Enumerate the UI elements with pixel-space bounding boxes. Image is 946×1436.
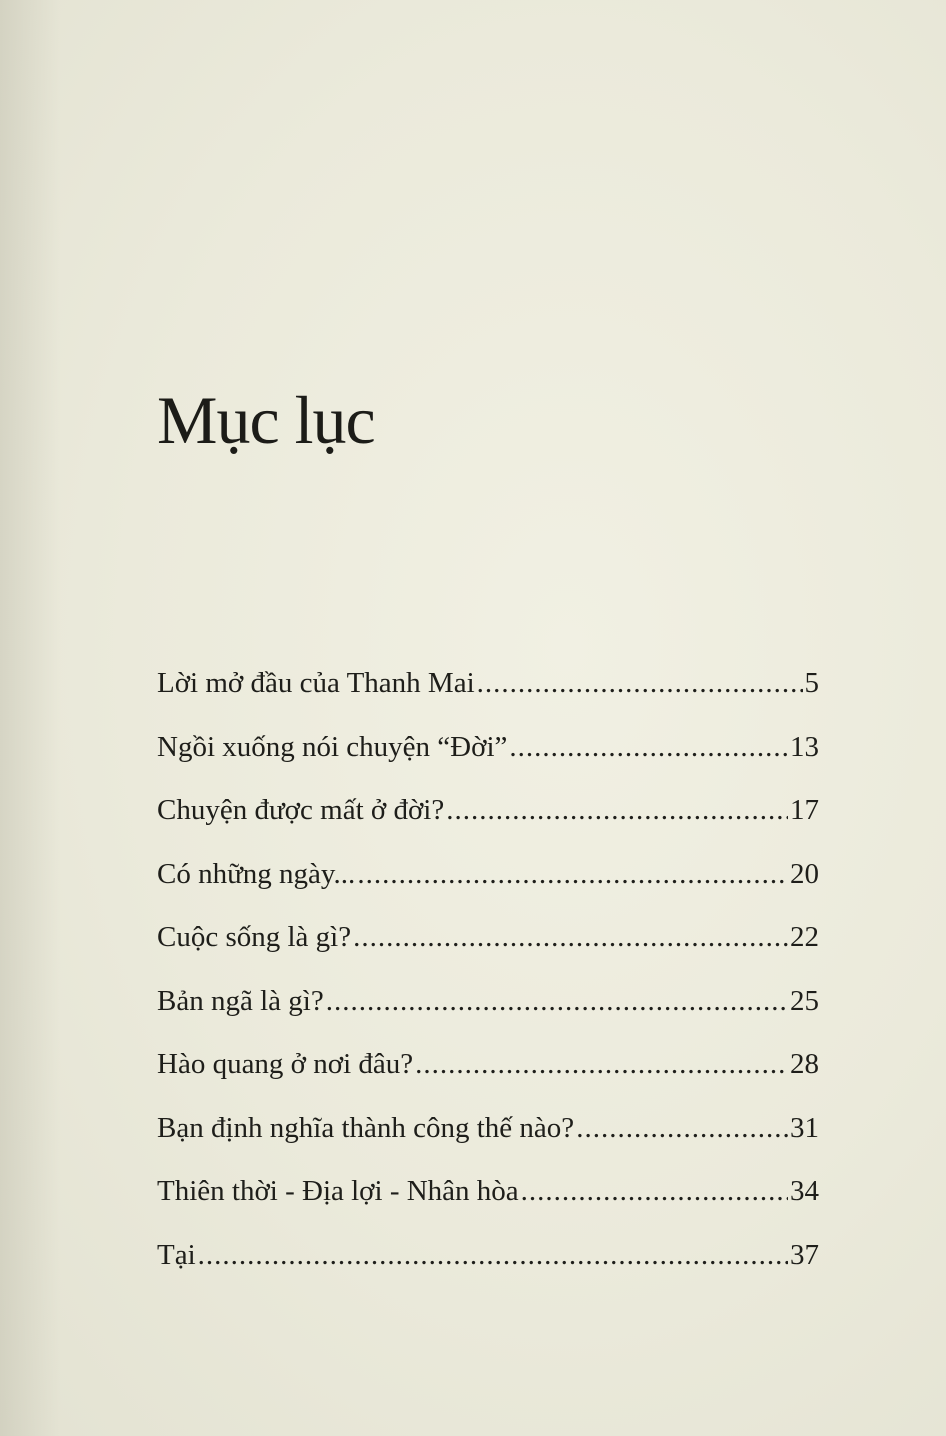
toc-entry-page: 17 — [790, 794, 819, 826]
toc-leader-dots — [576, 1097, 788, 1161]
toc-leader-dots — [198, 1224, 788, 1288]
toc-entry-title: Thiên thời - Địa lợi - Nhân hòa — [157, 1175, 519, 1207]
toc-leader-dots — [357, 843, 788, 907]
toc-entry-page: 37 — [790, 1238, 819, 1271]
toc-entry-page: 22 — [790, 921, 819, 953]
toc-entry-page: 31 — [790, 1111, 819, 1144]
toc-entry — [157, 970, 819, 1034]
toc-leader-dots — [509, 716, 788, 780]
toc-entry-title: Bản ngã là gì? — [157, 984, 324, 1017]
toc-entry-title: Bạn định nghĩa thành công thế nào? — [157, 1111, 575, 1144]
toc-leader-dots — [415, 1033, 788, 1097]
toc-entry — [157, 1160, 819, 1224]
page-edge-shadow — [0, 0, 60, 1436]
toc-entry — [157, 1097, 819, 1161]
toc-entry-title: Lời mở đầu của Thanh Mai — [157, 667, 475, 699]
toc-entry-page: 13 — [790, 730, 819, 763]
toc-entry-title: Tại — [157, 1238, 196, 1271]
toc-entry-page: 34 — [790, 1175, 819, 1207]
toc-entry-title: Cuộc sống là gì? — [157, 921, 352, 953]
toc-entry-page: 28 — [790, 1048, 819, 1080]
toc-leader-dots — [477, 652, 803, 716]
toc-entry — [157, 1033, 819, 1097]
toc-entry — [157, 716, 819, 780]
toc-entry-title: Ngồi xuống nói chuyện “Đời” — [157, 730, 508, 763]
toc-leader-dots — [446, 779, 788, 843]
toc-entry-page: 25 — [790, 984, 819, 1017]
toc-entry — [157, 843, 819, 907]
toc-entry — [157, 779, 819, 843]
toc-leader-dots — [326, 970, 788, 1034]
toc-leader-dots — [521, 1160, 788, 1224]
toc-entry — [157, 652, 819, 716]
toc-entry — [157, 1224, 819, 1288]
toc-entry-title: Có những ngày... — [157, 857, 356, 890]
page-title: Mục lục — [157, 382, 375, 458]
toc-entry-page: 5 — [804, 667, 819, 699]
table-of-contents — [157, 652, 819, 1287]
toc-entry — [157, 906, 819, 970]
toc-entry-title: Chuyện được mất ở đời? — [157, 794, 445, 826]
toc-entry-page: 20 — [790, 857, 819, 890]
toc-entry-title: Hào quang ở nơi đâu? — [157, 1048, 414, 1080]
toc-leader-dots — [353, 906, 788, 970]
